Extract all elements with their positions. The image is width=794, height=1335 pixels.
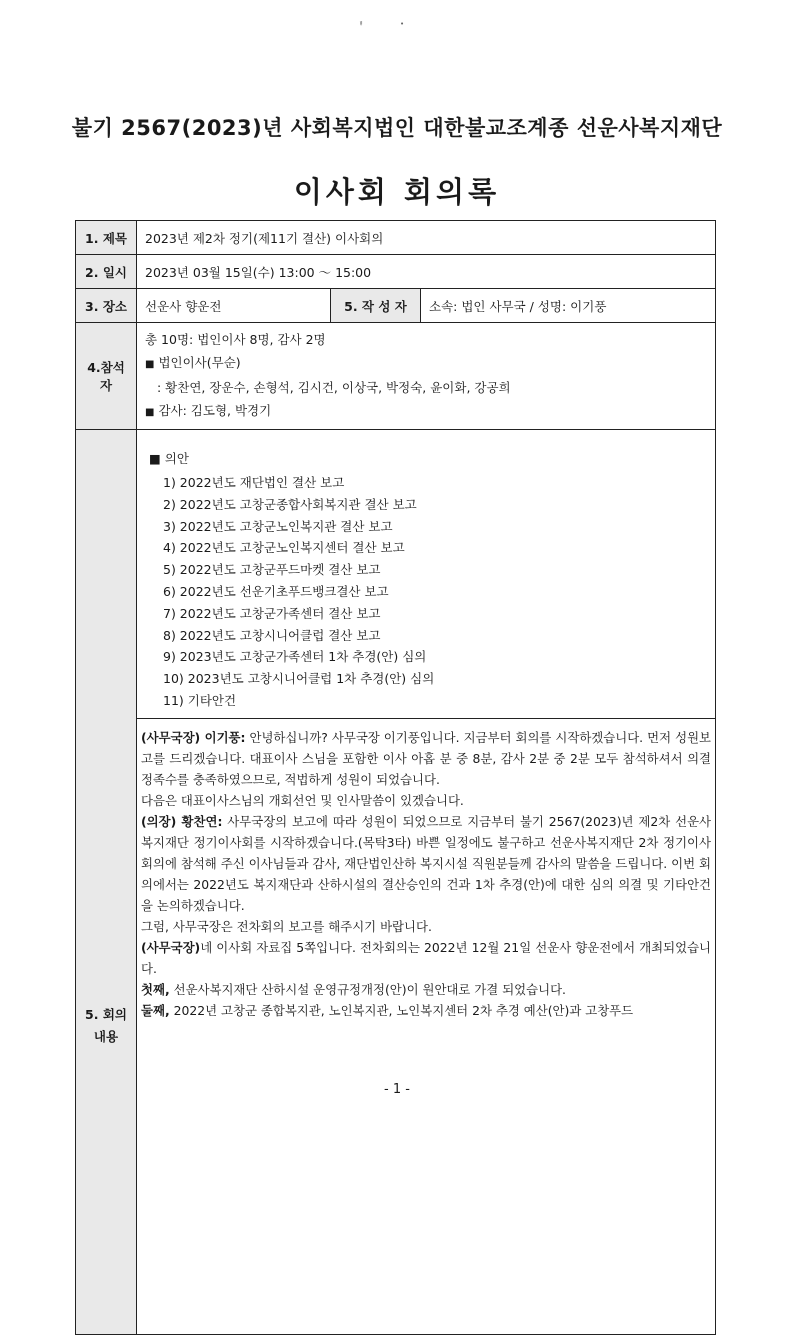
content-label-line2: 내용	[93, 1029, 119, 1044]
attendees-row	[76, 323, 716, 430]
minutes-table	[75, 220, 716, 1335]
speech-text: 네 이사회 자료집 5쪽입니다. 전차회의는 2022년 12월 21일 선운사 향운전에서 개최되었습니다.	[141, 939, 712, 976]
speech-text: 2022년 고창군 종합복지관, 노인복지관, 노인복지센터 2차 추경 예산(안)과 고창푸드	[169, 1002, 634, 1018]
bullet-icon	[145, 403, 158, 418]
speech-text: 안녕하십니까? 사무국장 이기풍입니다. 지금부터 회의를 시작하겠습니다. 먼저 성원보고를 드리겠습니다. 대표이사 스님을 포함한 이사 아홉 분 중 8분, 감사 2분 중 2분 모두 참석하셔서 의결정족수를 충족하였으므로, 적법하게 성원이 되었습니다.	[141, 729, 712, 787]
document-heading: 이사회 회의록	[293, 175, 501, 209]
agenda-item: 1) 2022년도 재단법인 결산 보고	[163, 475, 345, 490]
speaker-label: (사무국장) 이기풍:	[141, 729, 246, 745]
transcript-paragraph: 그럼, 사무국장은 전차회의 보고를 해주시기 바랍니다.	[141, 918, 432, 934]
attendees-label: 4.참석자	[76, 323, 137, 430]
content-label	[76, 430, 137, 1335]
transcript-section	[137, 718, 715, 1025]
transcript-paragraph: 다음은 대표이사스님의 개회선언 및 인사말씀이 있겠습니다.	[141, 792, 464, 808]
bullet-icon	[145, 355, 158, 370]
agenda-item: 3) 2022년도 고창군노인복지관 결산 보고	[163, 518, 393, 534]
transcript-paragraph	[141, 979, 711, 1000]
agenda-item: 10) 2023년도 고창시니어클럽 1차 추경(안) 심의	[163, 671, 435, 687]
place-label: 3. 장소	[76, 289, 137, 323]
speaker-label: 첫째,	[141, 981, 170, 997]
place-row	[76, 289, 716, 323]
subject-label: 1. 제목	[76, 221, 137, 255]
agenda-item: 7) 2022년도 고창군가족센터 결산 보고	[163, 605, 381, 621]
subject-row	[76, 221, 716, 255]
agenda-item: 11) 기타안건	[163, 692, 237, 708]
datetime-row	[76, 255, 716, 289]
agenda-section	[137, 430, 715, 718]
page-number: - 1 -	[384, 1082, 410, 1097]
transcript-paragraph	[141, 1000, 711, 1021]
agenda-item: 4) 2022년도 고창군노인복지센터 결산 보고	[163, 540, 405, 556]
place-value: 선운사 향운전	[137, 289, 331, 323]
agenda-heading: ■ 의안	[149, 451, 189, 466]
speaker-label: (의장) 황찬연:	[141, 813, 223, 829]
directors-heading	[145, 351, 707, 376]
attendees-cell	[137, 323, 716, 430]
speech-text: 선운사복지재단 산하시설 운영규정개정(안)이 원안대로 가결 되었습니다.	[169, 981, 566, 997]
transcript-paragraph	[141, 811, 711, 916]
content-label-line1: 5. 회의	[85, 1007, 127, 1022]
content-cell	[137, 430, 716, 1335]
document-title: 불기 2567(2023)년 사회복지법인 대한불교조계종 선운사복지재단	[71, 116, 723, 140]
auditors-text: 감사: 김도형, 박경기	[158, 403, 272, 418]
datetime-value: 2023년 03월 15일(수) 13:00 ～ 15:00	[137, 255, 716, 289]
directors-list: : 황찬연, 장운수, 손형석, 김시건, 이상국, 박정숙, 윤이화, 강공희	[157, 380, 511, 395]
speaker-label: (사무국장)	[141, 939, 201, 955]
content-row	[76, 430, 716, 1335]
agenda-item: 8) 2022년도 고창시니어클럽 결산 보고	[163, 627, 381, 643]
agenda-item: 6) 2022년도 선운기초푸드뱅크결산 보고	[163, 583, 389, 599]
agenda-item: 9) 2023년도 고창군가족센터 1차 추경(안) 심의	[163, 649, 427, 665]
datetime-label: 2. 일시	[76, 255, 137, 289]
attendees-total: 총 10명: 법인이사 8명, 감사 2명	[145, 332, 326, 347]
transcript-paragraph	[141, 937, 711, 979]
author-value: 소속: 법인 사무국 / 성명: 이기풍	[421, 289, 716, 323]
speech-text: 사무국장의 보고에 따라 성원이 되었으므로 지금부터 불기 2567(2023)년 제2차 선운사복지재단 정기이사회를 시작하겠습니다.(목탁3타) 바쁜 일정에도 불구하고 선운사복지재단 2차 정기이사회의에 참석해 주신 이사님들과 감사, 재단법인산하 복지시설 직원분들께 감사의 말씀을 드립니다. 이번 회의에서는 2022년도 복지재단과 산하시설의 결산승인의 건과 1차 추경(안)에 대한 심의 의결 및 기타안건을 논의하겠습니다.	[141, 813, 712, 913]
scan-mark: ᅤ	[356, 21, 363, 29]
subject-value: 2023년 제2차 정기(제11기 결산) 이사회의	[137, 221, 716, 255]
scan-mark: •	[400, 20, 405, 28]
auditors-line	[145, 399, 707, 424]
agenda-item: 5) 2022년도 고창군푸드마켓 결산 보고	[163, 562, 381, 578]
speaker-label: 둘째,	[141, 1002, 170, 1018]
author-label: 5. 작 성 자	[331, 289, 421, 323]
transcript-paragraph	[141, 727, 711, 790]
agenda-item: 2) 2022년도 고창군종합사회복지관 결산 보고	[163, 496, 417, 512]
directors-heading-text: 법인이사(무순)	[158, 355, 241, 370]
